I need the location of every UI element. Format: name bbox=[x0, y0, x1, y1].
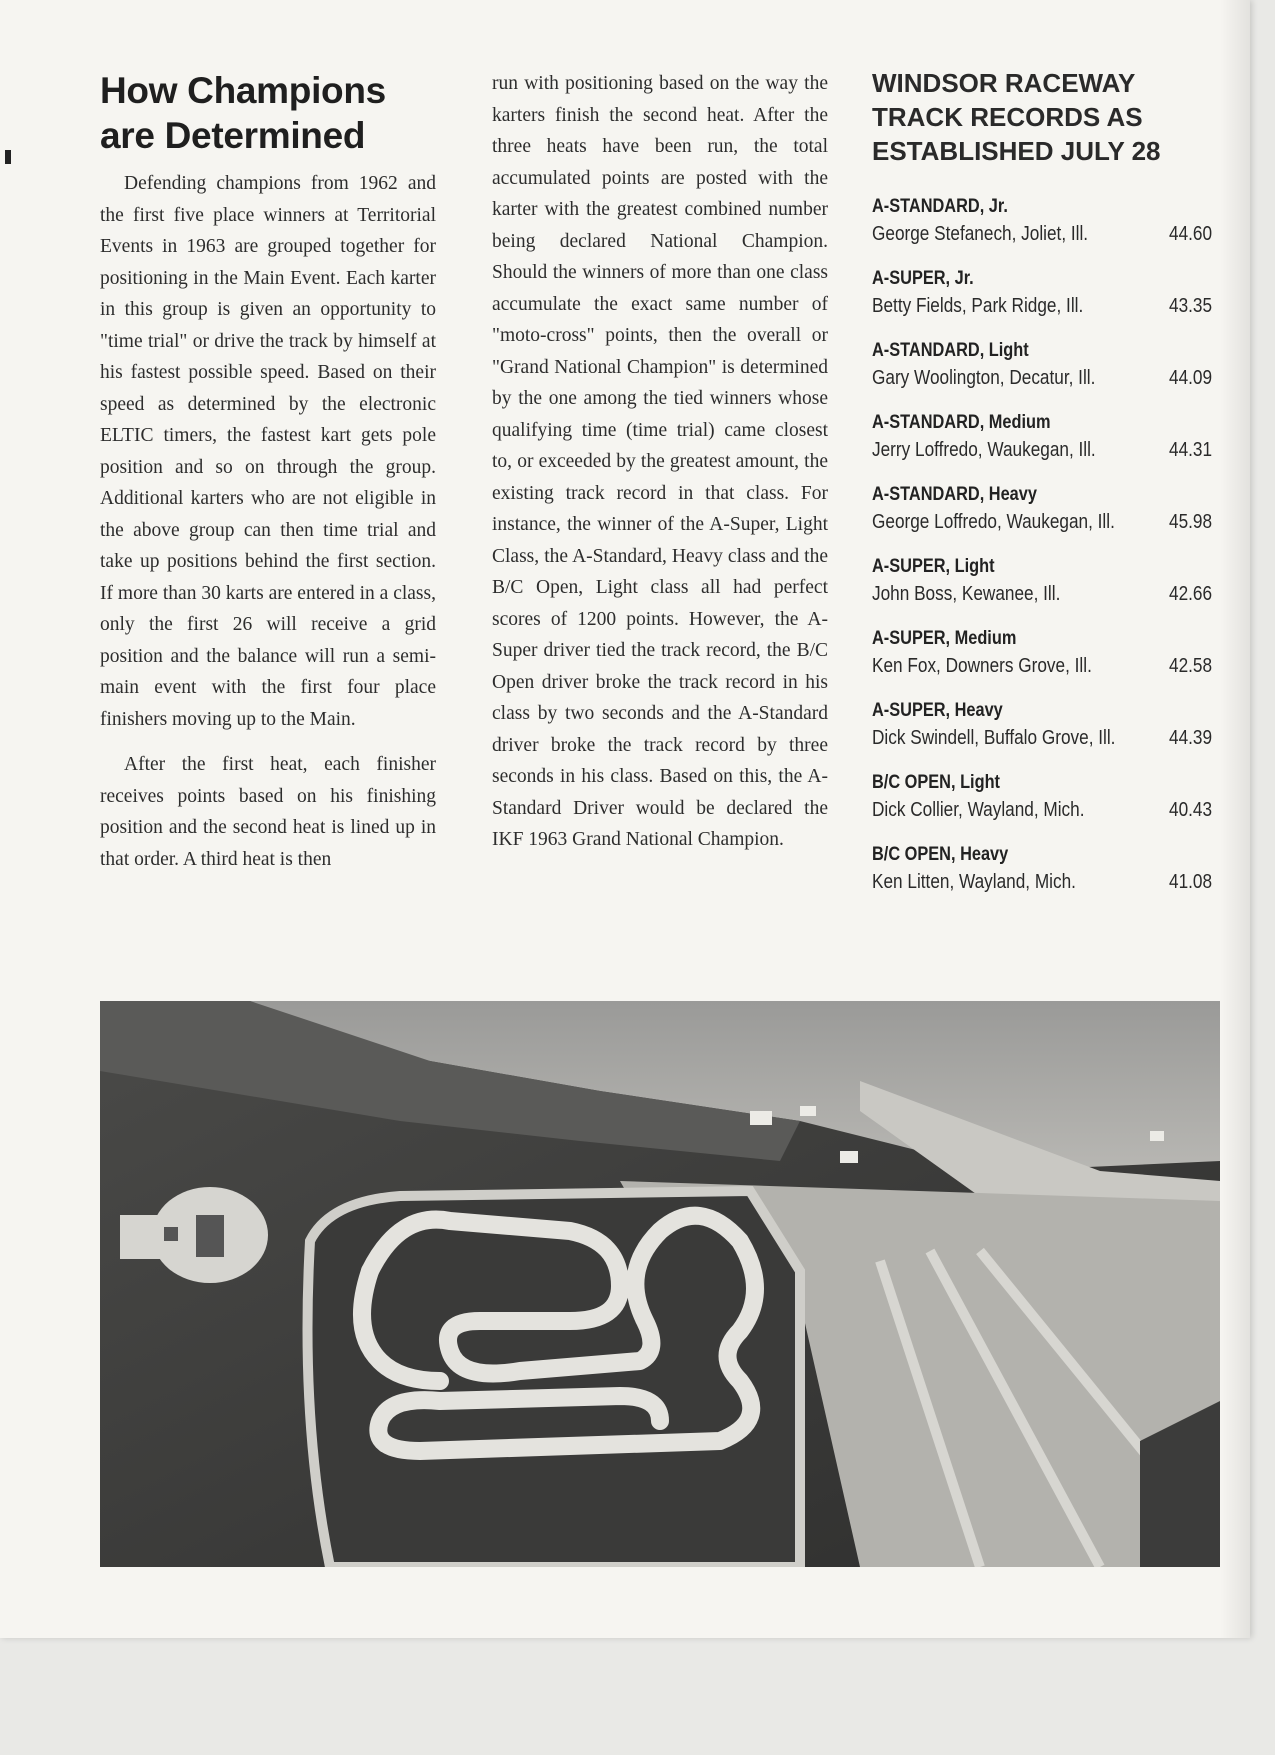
binding-mark bbox=[5, 150, 11, 164]
record-holder: Dick Swindell, Buffalo Grove, Ill. bbox=[872, 727, 1116, 749]
record-time: 44.31 bbox=[1168, 439, 1212, 461]
record-entry bbox=[872, 554, 1212, 608]
record-class: A-STANDARD, Light bbox=[872, 340, 1029, 361]
paragraph: Defending champions from 1962 and the first five place winners at Territorial Events in 1963 are grouped together for positioning in the Main Event. Each karter in this group is given an opportunity to "time trial" or drive the track by himself at his fastest possible speed. Based on their speed as determined by the electronic ELTIC timers, the fastest kart gets pole position and so on through the group. Additional karters who are not eligible in the above group can then time trial and take up positions behind the first section. If more than 30 karts are entered in a class, only the first 26 will receive a grid position and the balance will run a semi-main event with the first four place finishers moving up to the Main. bbox=[100, 173, 436, 730]
record-class: B/C OPEN, Heavy bbox=[872, 844, 1009, 865]
record-entry bbox=[872, 770, 1212, 824]
record-row bbox=[872, 292, 1212, 320]
record-time: 42.58 bbox=[1168, 655, 1212, 677]
record-entry bbox=[872, 626, 1212, 680]
page-edge-shadow bbox=[1220, 0, 1250, 1638]
record-class: A-SUPER, Medium bbox=[872, 628, 1017, 649]
record-class: A-STANDARD, Medium bbox=[872, 412, 1051, 433]
records-list bbox=[872, 194, 1212, 896]
record-holder: Jerry Loffredo, Waukegan, Ill. bbox=[872, 439, 1096, 461]
records-title-line-2: TRACK RECORDS AS bbox=[872, 102, 1143, 132]
paragraph: After the first heat, each finisher receives points based on his finishing position and the second heat is lined up in that order. A third heat is then bbox=[100, 754, 436, 870]
record-row bbox=[872, 796, 1212, 824]
track-records-sidebar bbox=[872, 66, 1212, 914]
record-time: 44.39 bbox=[1168, 727, 1212, 749]
records-title-line-1: WINDSOR RACEWAY bbox=[872, 68, 1136, 98]
article-body-col1 bbox=[100, 168, 436, 875]
article-body-col2 bbox=[492, 68, 828, 856]
record-holder: Ken Litten, Wayland, Mich. bbox=[872, 871, 1076, 893]
record-holder: Dick Collier, Wayland, Mich. bbox=[872, 799, 1085, 821]
record-holder: George Loffredo, Waukegan, Ill. bbox=[872, 511, 1115, 533]
headline-line-1: How Champions bbox=[100, 70, 386, 111]
record-entry bbox=[872, 842, 1212, 896]
record-entry bbox=[872, 698, 1212, 752]
record-row bbox=[872, 652, 1212, 680]
record-time: 45.98 bbox=[1168, 511, 1212, 533]
record-row bbox=[872, 436, 1212, 464]
record-time: 43.35 bbox=[1168, 295, 1212, 317]
headline-line-2: are Determined bbox=[100, 115, 366, 156]
records-title bbox=[872, 66, 1212, 168]
record-holder: Gary Woolington, Decatur, Ill. bbox=[872, 367, 1096, 389]
record-time: 42.66 bbox=[1168, 583, 1212, 605]
record-time: 44.60 bbox=[1168, 223, 1212, 245]
record-class: A-STANDARD, Heavy bbox=[872, 484, 1037, 505]
record-row bbox=[872, 724, 1212, 752]
record-time: 44.09 bbox=[1168, 367, 1212, 389]
article-column-1 bbox=[100, 68, 436, 889]
record-time: 40.43 bbox=[1168, 799, 1212, 821]
record-holder: George Stefanech, Joliet, Ill. bbox=[872, 223, 1089, 245]
record-class: A-STANDARD, Jr. bbox=[872, 196, 1008, 217]
record-entry bbox=[872, 338, 1212, 392]
record-class: A-SUPER, Jr. bbox=[872, 268, 974, 289]
record-entry bbox=[872, 266, 1212, 320]
article-column-2 bbox=[492, 68, 828, 870]
record-entry bbox=[872, 194, 1212, 248]
records-title-line-3: ESTABLISHED JULY 28 bbox=[872, 136, 1161, 166]
record-entry bbox=[872, 410, 1212, 464]
record-time: 41.08 bbox=[1168, 871, 1212, 893]
record-holder: Ken Fox, Downers Grove, Ill. bbox=[872, 655, 1092, 677]
record-class: A-SUPER, Heavy bbox=[872, 700, 1003, 721]
record-row bbox=[872, 364, 1212, 392]
record-holder: John Boss, Kewanee, Ill. bbox=[872, 583, 1061, 605]
record-row bbox=[872, 220, 1212, 248]
aerial-photo-illustration bbox=[100, 1001, 1220, 1567]
aerial-photo-of-raceway bbox=[100, 1001, 1220, 1567]
record-holder: Betty Fields, Park Ridge, Ill. bbox=[872, 295, 1084, 317]
record-row bbox=[872, 508, 1212, 536]
record-class: B/C OPEN, Light bbox=[872, 772, 1000, 793]
record-entry bbox=[872, 482, 1212, 536]
record-row bbox=[872, 580, 1212, 608]
article-headline bbox=[100, 68, 436, 158]
record-row bbox=[872, 868, 1212, 896]
paragraph: run with positioning based on the way the karters finish the second heat. After the three heats have been run, the total accumulated points are posted with the karter with the greatest combined number being declared National Champion. Should the winners of more than one class accumulate the exact same number of "moto-cross" points, then the overall or "Grand National Champion" is determined by the one among the tied winners whose qualifying time (time trial) came closest to, or exceeded by the greatest amount, the existing track record in that class. For instance, the winner of the A-Super, Light Class, the A-Standard, Heavy class and the B/C Open, Light class all had perfect scores of 1200 points. However, the A-Super driver tied the track record, the B/C Open driver broke the track record in his class by two seconds and the A-Standard driver broke the track record by three seconds in his class. Based on this, the A-Standard Driver would be declared the IKF 1963 Grand National Champion. bbox=[492, 73, 828, 850]
record-class: A-SUPER, Light bbox=[872, 556, 995, 577]
